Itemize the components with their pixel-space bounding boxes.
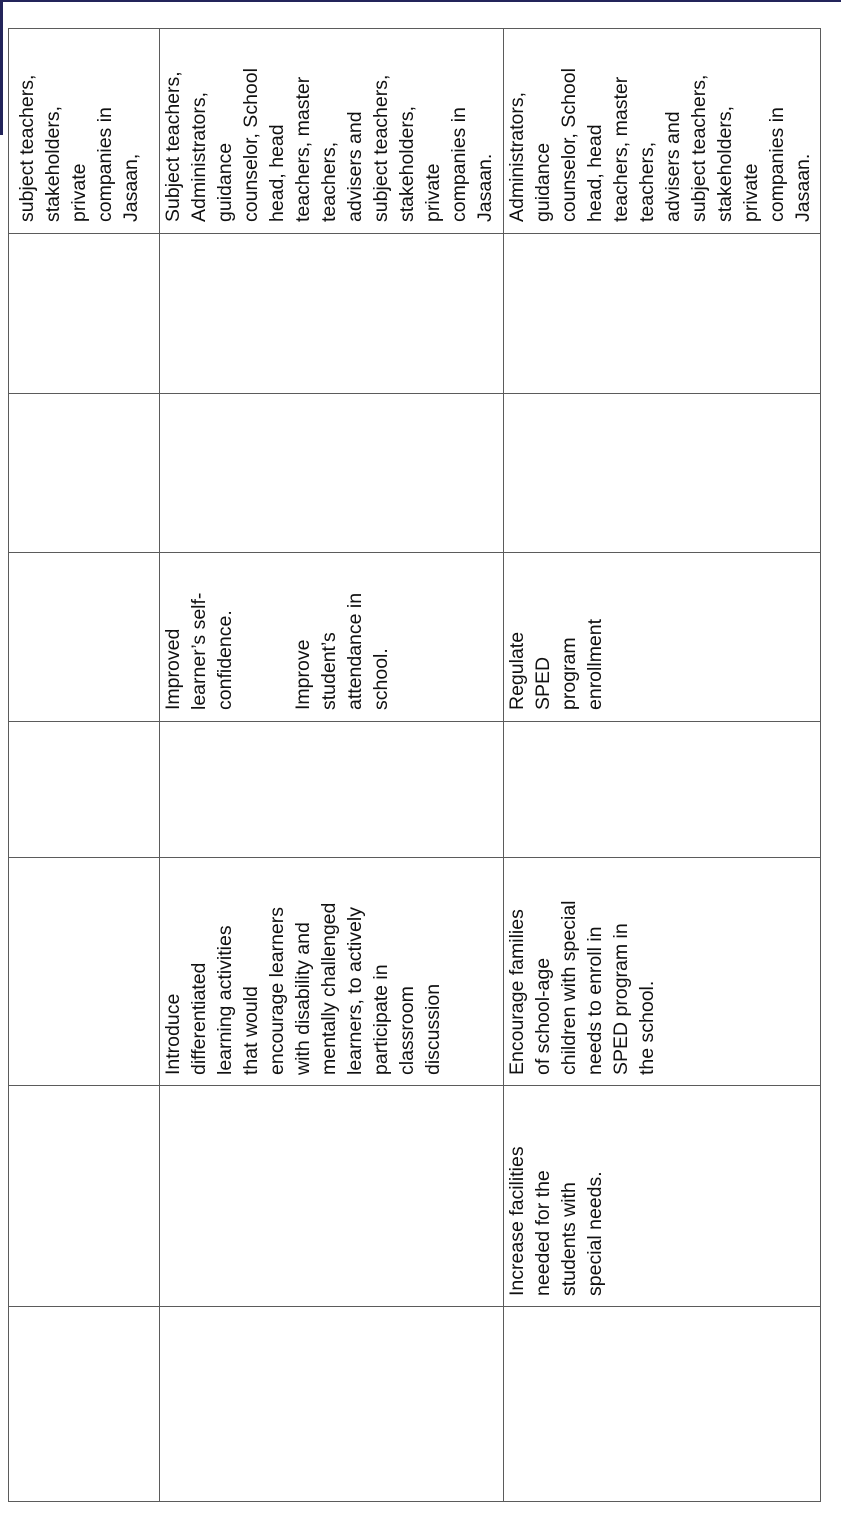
cell-line: students with [558, 1182, 580, 1296]
cell-line: learning activities [214, 925, 236, 1075]
column-divider-1 [8, 233, 821, 234]
cell-line: Jasaan, [120, 153, 142, 222]
cell-line: SPED [532, 656, 554, 710]
row2-strategy-cell [160, 903, 446, 1075]
cell-line: encourage learners [266, 906, 288, 1075]
cell-line: needs to enroll in [584, 926, 606, 1075]
table-border-left [8, 28, 9, 1502]
cell-line: learner’s self- [188, 592, 210, 710]
cell-line: Improve [292, 639, 314, 710]
cell-line: Jasaan. [474, 153, 496, 222]
cell-line: private [740, 163, 762, 222]
table-border-top [8, 28, 821, 29]
cell-line: school. [370, 648, 392, 710]
cell-line: counselor, School [240, 68, 262, 222]
row3-outcome-cell [504, 619, 608, 710]
cell-line: teachers, [636, 141, 658, 222]
cell-line: mentally challenged [318, 902, 340, 1075]
cell-line: private [422, 163, 444, 222]
cell-line: Encourage families [506, 909, 528, 1075]
row2-outcome-cell-b [290, 593, 394, 710]
row2-stakeholders-cell [160, 68, 498, 222]
cell-line: participate in [370, 964, 392, 1075]
left-edge-bar [0, 0, 3, 135]
cell-line: special needs. [584, 1171, 606, 1296]
cell-line: subject teachers, [370, 74, 392, 222]
cell-line: subject teachers, [16, 74, 38, 222]
cell-line: program [558, 637, 580, 710]
column-divider-2 [8, 393, 821, 394]
row2-outcome-cell-a [160, 593, 238, 710]
cell-line: advisers and [344, 111, 366, 222]
cell-line: companies in [766, 107, 788, 222]
cell-line: stakeholders, [714, 106, 736, 222]
cell-line: confidence. [214, 610, 236, 710]
cell-line: differentiated [188, 962, 210, 1075]
cell-line: teachers, [318, 141, 340, 222]
cell-line: subject teachers, [688, 74, 710, 222]
cell-line: discussion [422, 983, 444, 1075]
cell-line: enrollment [584, 618, 606, 710]
cell-line: that would [240, 986, 262, 1075]
cell-line: student’s [318, 632, 340, 710]
cell-line: Administrators, [188, 91, 210, 222]
top-border-bar [0, 0, 841, 2]
cell-line: classroom [396, 986, 418, 1075]
cell-line: advisers and [662, 111, 684, 222]
column-divider-6 [8, 1085, 821, 1086]
cell-line: Administrators, [506, 91, 528, 222]
cell-line: learners, to actively [344, 907, 366, 1075]
cell-line: of school-age [532, 957, 554, 1075]
cell-line: SPED program in [610, 923, 632, 1075]
cell-line: Improved [162, 628, 184, 710]
cell-line: companies in [448, 107, 470, 222]
cell-line: private [68, 163, 90, 222]
row3-strategy-cell [504, 900, 660, 1075]
row3-stakeholders-cell [504, 68, 816, 222]
column-divider-4 [8, 721, 821, 722]
cell-line: needed for the [532, 1170, 554, 1296]
cell-line: Jasaan. [792, 153, 814, 222]
cell-line: teachers, master [610, 76, 632, 222]
cell-line: guidance [214, 142, 236, 222]
cell-line: attendance in [344, 592, 366, 710]
cell-line: the school. [636, 980, 658, 1075]
cell-line: Subject teachers, [162, 71, 184, 222]
column-divider-5 [8, 857, 821, 858]
cell-line: stakeholders, [42, 106, 64, 222]
column-divider-3 [8, 552, 821, 553]
cell-line: teachers, master [292, 76, 314, 222]
cell-line: with disability and [292, 922, 314, 1075]
row1-stakeholders-cell [14, 75, 144, 222]
row-divider-1 [159, 28, 160, 1502]
cell-line: head, head [584, 124, 606, 222]
cell-line: counselor, School [558, 68, 580, 222]
cell-line: Introduce [162, 993, 184, 1075]
cell-line: Regulate [506, 631, 528, 710]
cell-line: Increase facilities [506, 1146, 528, 1296]
cell-line: head, head [266, 124, 288, 222]
table-border-bottom [8, 1501, 821, 1502]
cell-line: children with special [558, 900, 580, 1075]
cell-line: guidance [532, 142, 554, 222]
column-divider-7 [8, 1306, 821, 1307]
table-border-right [820, 28, 821, 1502]
cell-line: companies in [94, 107, 116, 222]
row3-objective-cell [504, 1146, 608, 1296]
cell-line: stakeholders, [396, 106, 418, 222]
